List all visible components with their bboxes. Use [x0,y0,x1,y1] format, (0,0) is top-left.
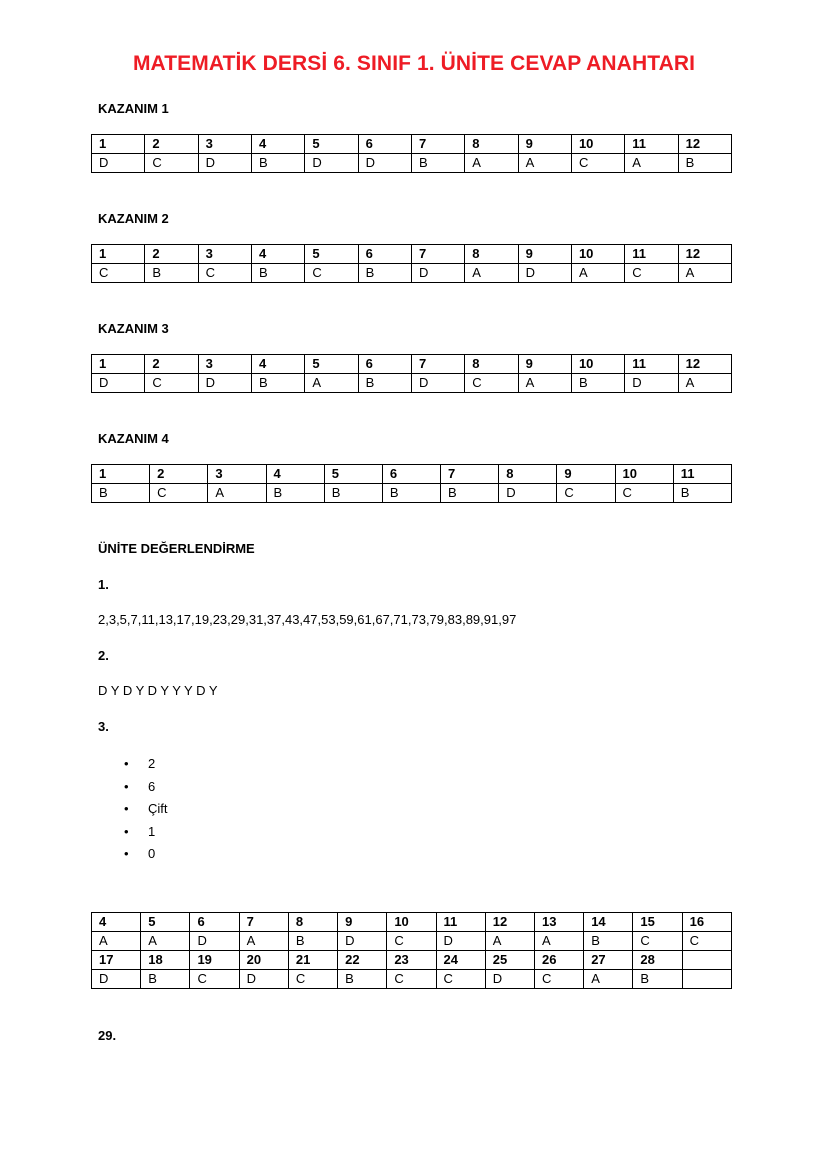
question-number: 5 [324,465,382,484]
answer-cell: C [436,970,485,989]
answer-cell: C [465,374,518,393]
answer-row [92,154,732,173]
question-number: 3 [208,465,266,484]
answer-cell: B [584,932,633,951]
question-number: 9 [557,465,615,484]
question-number: 12 [485,913,534,932]
question-number: 8 [465,245,518,264]
question-number-row [92,135,732,154]
question-number: 6 [382,465,440,484]
bullet-icon: • [124,846,129,861]
answer-cell: D [411,264,464,283]
question-number: 10 [571,245,624,264]
bullet-icon: • [124,801,129,816]
answer-cell: C [633,932,682,951]
question-number: 9 [518,245,571,264]
question-number: 17 [92,951,141,970]
unit-evaluation-heading: ÜNİTE DEĞERLENDİRME [98,541,255,556]
question-number: 3 [198,135,251,154]
answer-row [92,970,732,989]
bullet-icon: • [124,823,129,839]
question-number: 15 [633,913,682,932]
question-number: 25 [485,951,534,970]
question-number: 1 [92,355,145,374]
bullet-text: 2 [148,756,156,771]
answer-cell: B [633,970,682,989]
question-number: 1 [92,135,145,154]
question-number: 3 [198,355,251,374]
question-number: 11 [625,355,678,374]
answer-cell: B [673,484,731,503]
question-number: 8 [465,355,518,374]
answer-cell: A [571,264,624,283]
bullet-text: Çift [148,801,168,816]
question-3-bullet-list [124,753,168,866]
question-number: 9 [518,135,571,154]
bullet-icon: • [124,756,129,771]
question-number: 6 [190,913,239,932]
answer-cell: B [678,154,731,173]
section-heading-kazanim-1: KAZANIM 1 [98,101,169,116]
answer-cell: C [92,264,145,283]
question-2-answer: D Y D Y D Y Y Y D Y [98,683,218,698]
question-number: 13 [534,913,583,932]
list-item [124,776,168,799]
question-number: 8 [465,135,518,154]
question-number: 20 [239,951,288,970]
question-number: 6 [358,355,411,374]
answer-cell: B [251,154,304,173]
question-number: 5 [141,913,190,932]
answer-cell: A [518,154,571,173]
question-number: 12 [678,135,731,154]
answer-cell: B [141,970,190,989]
question-number: 22 [338,951,387,970]
bullet-icon: • [124,778,129,794]
answer-cell: D [411,374,464,393]
section-heading-kazanim-3: KAZANIM 3 [98,321,169,336]
question-number: 10 [615,465,673,484]
answer-cell: D [305,154,358,173]
question-number: 9 [338,913,387,932]
bullet-text: 1 [148,823,156,839]
answer-cell: C [557,484,615,503]
answer-cell: C [190,970,239,989]
answer-cell: A [678,374,731,393]
question-number-row [92,913,732,932]
question-number: 12 [678,355,731,374]
answer-cell: C [145,374,198,393]
answer-cell: D [625,374,678,393]
answer-cell: A [465,154,518,173]
question-number: 5 [305,245,358,264]
answer-cell: B [251,374,304,393]
answer-cell: B [338,970,387,989]
answer-cell: D [92,154,145,173]
answer-table-kazanim-2 [91,244,732,283]
answer-cell: B [358,374,411,393]
answer-cell: B [358,264,411,283]
answer-cell: A [518,374,571,393]
question-29-label: 29. [98,1028,117,1043]
question-1-label: 1. [98,577,109,592]
question-number: 7 [441,465,499,484]
question-number: 11 [673,465,731,484]
answer-cell: C [150,484,208,503]
question-number: 27 [584,951,633,970]
question-number-row [92,465,732,484]
answer-cell: B [382,484,440,503]
answer-cell: A [141,932,190,951]
question-number: 4 [251,355,304,374]
answer-cell: C [534,970,583,989]
answer-cell: D [92,374,145,393]
question-number-row [92,951,732,970]
question-number: 21 [288,951,337,970]
answer-cell: A [208,484,266,503]
question-number: 11 [436,913,485,932]
question-number: 5 [305,355,358,374]
answer-cell: B [288,932,337,951]
question-number: 1 [92,465,150,484]
answer-cell: D [338,932,387,951]
question-number: 11 [625,245,678,264]
answer-row [92,932,732,951]
question-number: 8 [288,913,337,932]
question-number: 14 [584,913,633,932]
answer-cell: A [465,264,518,283]
question-number: 6 [358,135,411,154]
answer-cell: D [239,970,288,989]
answer-cell: A [239,932,288,951]
section-heading-kazanim-2: KAZANIM 2 [98,211,169,226]
answer-cell: D [358,154,411,173]
question-number: 11 [625,135,678,154]
question-1-answer: 2,3,5,7,11,13,17,19,23,29,31,37,43,47,53,59,61,67,71,73,79,83,89,91,97 [98,612,517,627]
question-number: 7 [411,355,464,374]
answer-row [92,264,732,283]
question-number: 4 [266,465,324,484]
answer-cell: B [251,264,304,283]
answer-cell: C [615,484,673,503]
question-number: 12 [678,245,731,264]
answer-cell: B [145,264,198,283]
list-item [124,753,168,776]
answer-cell: C [305,264,358,283]
answer-table-kazanim-4 [91,464,732,503]
answer-cell: A [678,264,731,283]
answer-cell: D [190,932,239,951]
question-2-label: 2. [98,648,109,663]
answer-cell: C [571,154,624,173]
answer-cell: A [305,374,358,393]
answer-cell: C [198,264,251,283]
answer-cell: D [518,264,571,283]
question-number-row [92,245,732,264]
question-number: 2 [145,355,198,374]
answer-cell: C [288,970,337,989]
answer-table-kazanim-3 [91,354,732,393]
answer-cell: D [499,484,557,503]
question-number: 1 [92,245,145,264]
list-item [124,821,168,844]
question-number: 19 [190,951,239,970]
question-number: 3 [198,245,251,264]
question-number: 26 [534,951,583,970]
question-number: 10 [571,355,624,374]
question-number: 2 [145,135,198,154]
answer-cell: C [625,264,678,283]
question-number: 6 [358,245,411,264]
answer-cell: B [324,484,382,503]
answer-cell: D [92,970,141,989]
answer-cell: A [485,932,534,951]
question-number: 2 [145,245,198,264]
question-number: 2 [150,465,208,484]
section-heading-kazanim-4: KAZANIM 4 [98,431,169,446]
question-number: 4 [251,245,304,264]
answer-cell: D [198,154,251,173]
page-title: MATEMATİK DERSİ 6. SINIF 1. ÜNİTE CEVAP ANAHTARI [132,52,696,75]
question-number: 7 [411,245,464,264]
answer-cell: B [411,154,464,173]
final-answer-table [91,912,732,989]
answer-cell: D [485,970,534,989]
answer-cell: A [625,154,678,173]
answer-cell: C [145,154,198,173]
question-number: 10 [387,913,436,932]
answer-cell: A [584,970,633,989]
question-number: 7 [411,135,464,154]
answer-row [92,484,732,503]
question-number-row [92,355,732,374]
answer-cell: C [387,970,436,989]
answer-cell [682,970,731,989]
question-number: 23 [387,951,436,970]
answer-cell: A [92,932,141,951]
question-3-label: 3. [98,719,109,734]
answer-cell: C [682,932,731,951]
question-number: 9 [518,355,571,374]
bullet-text: 6 [148,778,156,794]
answer-cell: B [92,484,150,503]
answer-cell: A [534,932,583,951]
bullet-text: 0 [148,846,156,861]
answer-cell: D [198,374,251,393]
question-number: 16 [682,913,731,932]
answer-cell: B [571,374,624,393]
answer-row [92,374,732,393]
question-number: 10 [571,135,624,154]
question-number: 18 [141,951,190,970]
question-number: 28 [633,951,682,970]
question-number: 8 [499,465,557,484]
answer-cell: D [436,932,485,951]
question-number [682,951,731,970]
list-item [124,798,168,821]
question-number: 5 [305,135,358,154]
question-number: 7 [239,913,288,932]
question-number: 24 [436,951,485,970]
question-number: 4 [251,135,304,154]
answer-cell: C [387,932,436,951]
answer-cell: B [441,484,499,503]
answer-table-kazanim-1 [91,134,732,173]
list-item [124,843,168,866]
answer-cell: B [266,484,324,503]
question-number: 4 [92,913,141,932]
